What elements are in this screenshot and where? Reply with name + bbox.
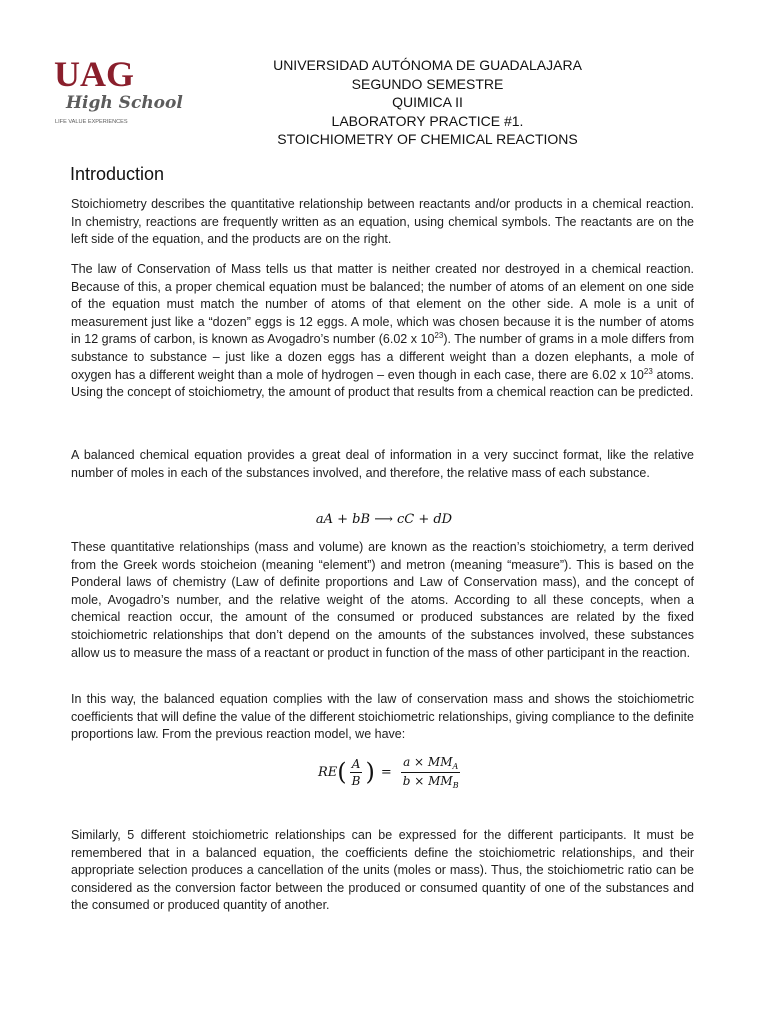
denominator-subscript: B bbox=[452, 780, 459, 790]
logo-mark: UAG bbox=[54, 54, 134, 94]
exponent: 23 bbox=[434, 331, 444, 341]
rhs-fraction bbox=[401, 755, 461, 790]
equals-sign: = bbox=[380, 764, 392, 780]
logo-graphic bbox=[52, 52, 183, 128]
close-paren: ) bbox=[365, 758, 375, 786]
header-university: UNIVERSIDAD AUTÓNOMA DE GUADALAJARA bbox=[273, 57, 582, 73]
rhs-denominator bbox=[401, 773, 461, 790]
paragraph-conservation-law: In this way, the balanced equation complies with the law of conservation mass and shows the stoichiometric coefficients that will define the value of the different stoichiometric relationships, giving compliance to the definite proportions law. From the previous reaction model, we have: bbox=[71, 692, 694, 742]
numerator-term: a × MM bbox=[403, 754, 453, 769]
lhs-denominator: B bbox=[351, 773, 361, 788]
lhs-fraction bbox=[350, 757, 363, 788]
logo-tagline: LIFE VALUE EXPERIENCES bbox=[55, 119, 128, 125]
header-course: QUIMICA II bbox=[392, 94, 463, 110]
logo-script: High School bbox=[66, 93, 183, 113]
paragraph-stoichiometry: Stoichiometry describes the quantitative relationship between reactants and/or products in a chemical reaction. In chemistry, reactions are frequently written as an equation, using chemical symbols. The reactants are on the left side of the equation, and the products are on the right. bbox=[71, 197, 694, 247]
exponent: 23 bbox=[643, 366, 653, 376]
paragraph-conservation-of-mass bbox=[71, 261, 694, 402]
paragraph-text: The law of Conservation of Mass tells us that matter is neither created nor destroyed in a chemical reaction. Because of this, a proper chemical equation must be balanced; the number of atoms of an element on one side of the equation must match the number of atoms of that element on the other side. A mole is a unit of measurement just like a “dozen” eggs is 12 eggs. A mole, which was chosen because it is the number of atoms in 12 grams of carbon, is known as Avogadro’s number (6.02 x 10 bbox=[71, 262, 694, 347]
stoichiometric-ratio-equation bbox=[318, 752, 464, 792]
numerator-subscript: A bbox=[452, 761, 459, 771]
uag-high-school-logo bbox=[52, 52, 183, 128]
ratio-lhs: RE bbox=[318, 764, 338, 780]
open-paren: ( bbox=[337, 758, 347, 786]
rhs-numerator bbox=[401, 755, 460, 773]
denominator-term: b × MM bbox=[402, 773, 453, 788]
paragraph-quantitative-relationships: These quantitative relationships (mass and volume) are known as the reaction’s stoichiometry, a term derived from the Greek words stoicheion (meaning “element”) and metron (meaning “measure”). This is based on the Ponderal laws of chemistry (Law of definite proportions and Law of Conservation mass), and the concept of mole, Avogadro’s number, and the relative weight of the atoms. According to all these concepts, when a chemical reaction occur, the amount of the consumed or produced substances are related by the fixed stoichiometric relationships that don’t depend on the amounts of the substances involved, these substances allow us to measure the mass of a reactant or product in function of the mass of other participant in the reaction. bbox=[71, 540, 694, 660]
paragraph-text: ). The number of grams in a mole differs from substance to substance – just like a dozen eggs has a different weight than a dozen elephants, a mole of oxygen has a different weight than a mole of hydrogen – even though in each case, there are 6.02 x 10 bbox=[71, 332, 694, 382]
header-topic: STOICHIOMETRY OF CHEMICAL REACTIONS bbox=[277, 131, 578, 147]
document-header bbox=[190, 56, 665, 149]
lhs-numerator: A bbox=[351, 756, 361, 771]
header-semester: SEGUNDO SEMESTRE bbox=[351, 75, 504, 92]
section-title: Introduction bbox=[70, 164, 165, 184]
header-practice: LABORATORY PRACTICE #1. bbox=[331, 112, 524, 129]
paragraph-stoichiometric-relationships: Similarly, 5 different stoichiometric relationships can be expressed for the different participants. It must be remembered that in a balanced equation, the coefficients define the stoichiometric relationships, and their appropriate selection produces a cancellation of the units (moles or mass). Thus, the stoichiometric ratio can be considered as the conversion factor between the produced or consumed quantity of one of the substances and the consumed or produced quantity of another. bbox=[71, 828, 694, 913]
paragraph-text: atoms. Using the concept of stoichiometry, the amount of product that results from a chemical reaction can be predicted. bbox=[71, 367, 694, 400]
reaction-equation: aA + bB ⟶ cC + dD bbox=[315, 512, 453, 527]
paragraph-balanced-equation: A balanced chemical equation provides a great deal of information in a very succinct format, like the relative number of moles in each of the substances involved, and therefore, the relative mass of each substance. bbox=[71, 448, 694, 480]
